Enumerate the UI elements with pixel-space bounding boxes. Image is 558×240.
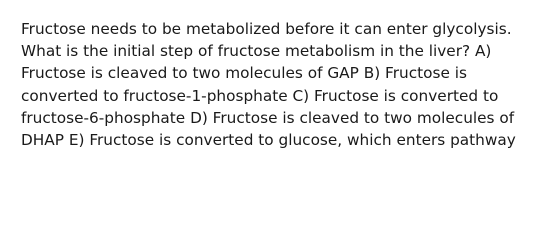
question-line: converted to fructose-1-phosphate C) Fructose is converted to <box>21 86 499 105</box>
question-line: What is the initial step of fructose metabolism in the liver? A) <box>21 42 492 61</box>
question-text <box>21 18 551 151</box>
question-line: Fructose is cleaved to two molecules of GAP B) Fructose is <box>21 64 467 83</box>
question-line: Fructose needs to be metabolized before it can enter glycolysis. <box>21 20 512 38</box>
question-line: DHAP E) Fructose is converted to glucose, which enters pathway <box>21 131 516 150</box>
question-line: fructose-6-phosphate D) Fructose is cleaved to two molecules of <box>21 108 515 127</box>
